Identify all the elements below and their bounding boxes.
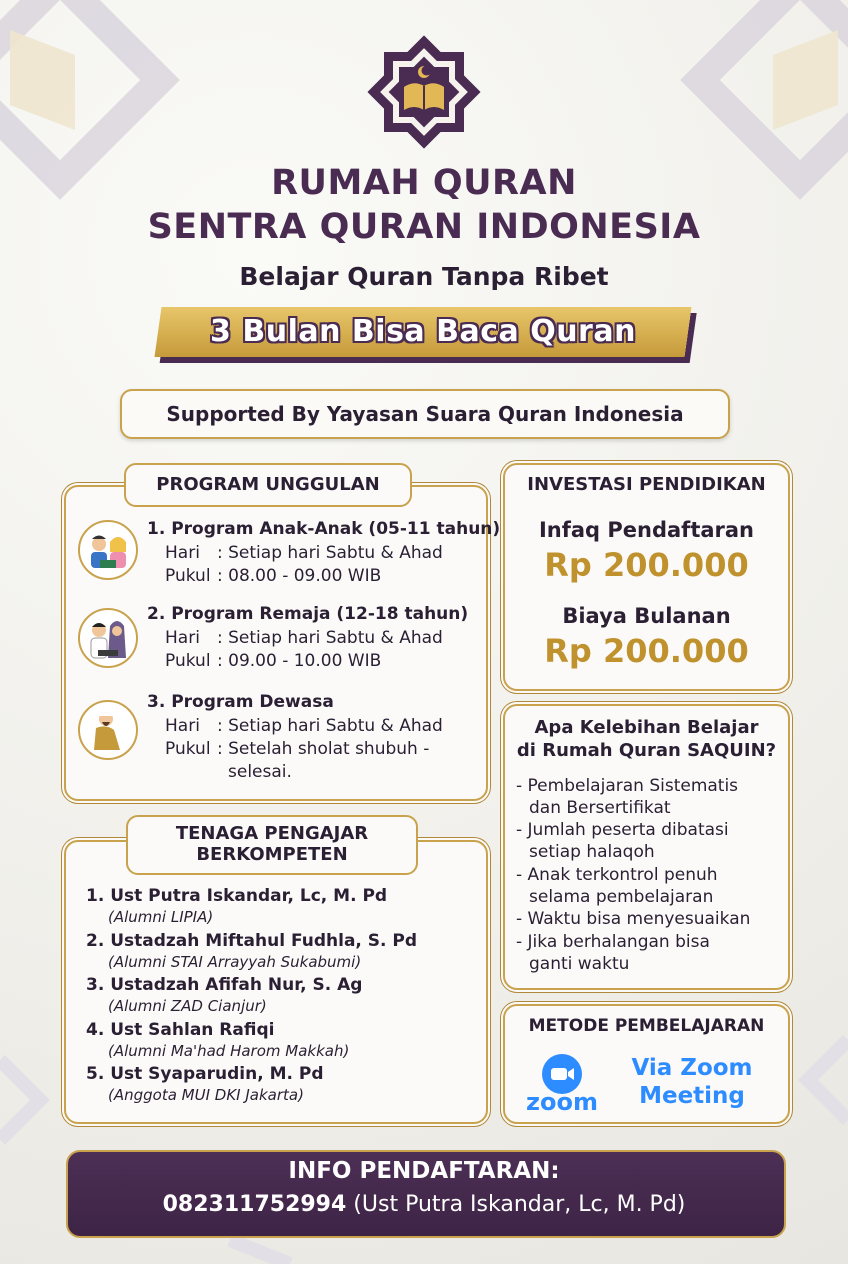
logo-quran-icon (366, 34, 482, 150)
program-2-pukul: : 09.00 - 10.00 WIB (217, 651, 382, 671)
program-1-title: 1. Program Anak-Anak (05-11 tahun) (147, 519, 501, 539)
program-heading: PROGRAM UNGGULAN (124, 463, 412, 507)
program-3-pukul: : Setelah sholat shubuh - (217, 739, 430, 759)
program-1-pukul: : 08.00 - 09.00 WIB (217, 566, 382, 586)
pengajar-1-name: 1. Ust Putra Iskandar, Lc, M. Pd (86, 886, 388, 906)
program-3-pukul-cont: selesai. (228, 762, 292, 782)
avatar-adult (78, 700, 138, 760)
pengajar-3-note: (Alumni ZAD Cianjur) (108, 997, 267, 1015)
pengajar-4-note: (Alumni Ma'had Harom Makkah) (108, 1042, 350, 1060)
kelebihan-5-line2: ganti waktu (529, 954, 630, 974)
pengajar-3-name: 3. Ustadzah Afifah Nur, S. Ag (86, 975, 363, 995)
pengajar-heading (126, 815, 418, 875)
pengajar-2-note: (Alumni STAI Arrayyah Sukabumi) (108, 953, 362, 971)
kelebihan-3-line2: selama pembelajaran (529, 887, 714, 907)
pengajar-2-name: 2. Ustadzah Miftahul Fudhla, S. Pd (86, 931, 418, 951)
subtitle: Belajar Quran Tanpa Ribet (239, 262, 609, 291)
kelebihan-4-line1: - Waktu bisa menyesuaikan (516, 909, 751, 929)
program-3-hari-label: Hari (165, 716, 200, 736)
program-3-title: 3. Program Dewasa (147, 692, 334, 712)
infaq-label: Infaq Pendaftaran (538, 518, 755, 542)
kelebihan-2-line1: - Jumlah peserta dibatasi (516, 820, 729, 840)
kelebihan-1-line1: - Pembelajaran Sistematis (516, 776, 739, 796)
program-1-pukul-label: Pukul (165, 566, 211, 586)
title-line-2: SENTRA QURAN INDONESIA (147, 207, 701, 247)
program-2-title: 2. Program Remaja (12-18 tahun) (147, 604, 469, 624)
biaya-price: Rp 200.000 (544, 632, 749, 670)
support-box: Supported By Yayasan Suara Quran Indonesia (120, 389, 730, 439)
info-contact-line (66, 1192, 782, 1217)
via-zoom-line1: Via Zoom (631, 1055, 753, 1081)
avatar-children (78, 520, 138, 580)
investasi-heading: INVESTASI PENDIDIKAN (527, 474, 766, 495)
program-2-hari: : Setiap hari Sabtu & Ahad (217, 628, 443, 648)
kelebihan-1-line2: dan Bersertifikat (529, 798, 671, 818)
via-zoom-line2: Meeting (639, 1083, 745, 1109)
kelebihan-3-line1: - Anak terkontrol penuh (516, 865, 718, 885)
biaya-label: Biaya Bulanan (562, 604, 731, 628)
program-1-hari-label: Hari (165, 543, 200, 563)
pengajar-5-name: 5. Ust Syaparudin, M. Pd (86, 1064, 324, 1084)
kelebihan-heading-2: di Rumah Quran SAQUIN? (516, 740, 777, 761)
infaq-price: Rp 200.000 (544, 546, 749, 584)
program-2-hari-label: Hari (165, 628, 200, 648)
zoom-logo-text: zoom (526, 1088, 598, 1116)
pengajar-4-name: 4. Ust Sahlan Rafiqi (86, 1020, 275, 1040)
program-2-pukul-label: Pukul (165, 651, 211, 671)
info-phone[interactable]: 082311752994 (162, 1192, 347, 1217)
program-3-hari: : Setiap hari Sabtu & Ahad (217, 716, 443, 736)
avatar-teens (78, 608, 138, 668)
metode-heading: METODE PEMBELAJARAN (528, 1016, 765, 1036)
program-3-pukul-label: Pukul (165, 739, 211, 759)
program-1-hari: : Setiap hari Sabtu & Ahad (217, 543, 443, 563)
pengajar-1-note: (Alumni LIPIA) (108, 908, 214, 926)
info-contact-name: (Ust Putra Iskandar, Lc, M. Pd) (346, 1192, 686, 1217)
pengajar-heading-1: TENAGA PENGAJAR (175, 823, 369, 844)
banner-text: 3 Bulan Bisa Baca Quran (210, 314, 636, 349)
kelebihan-5-line1: - Jika berhalangan bisa (516, 932, 710, 952)
title-line-1: RUMAH QURAN (271, 163, 577, 203)
kelebihan-heading-1: Apa Kelebihan Belajar (534, 717, 759, 738)
kelebihan-2-line2: setiap halaqoh (529, 842, 655, 862)
info-title: INFO PENDAFTARAN: (288, 1158, 560, 1184)
pengajar-5-note: (Anggota MUI DKI Jakarta) (108, 1086, 304, 1104)
pengajar-heading-2: BERKOMPETEN (196, 844, 348, 865)
